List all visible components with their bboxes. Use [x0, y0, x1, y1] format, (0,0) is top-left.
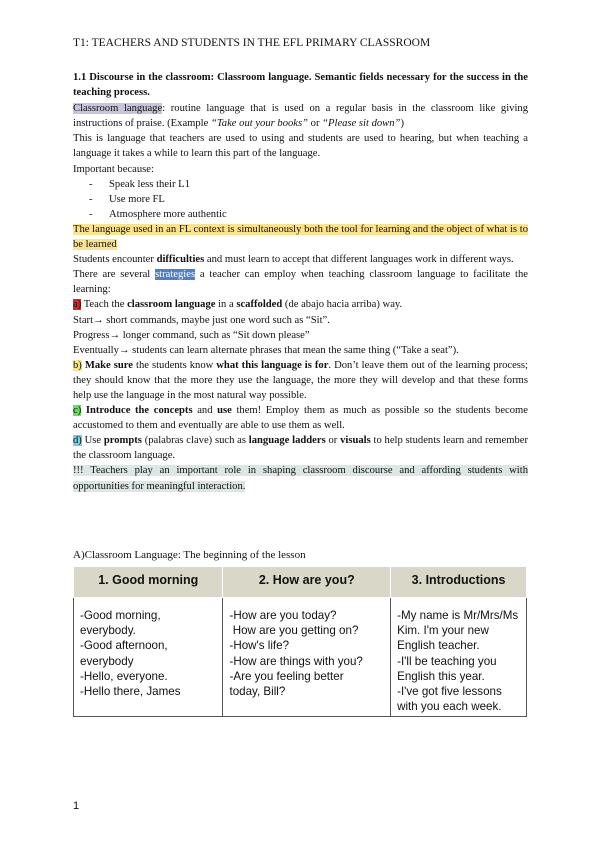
strategy-a: a) Teach the classroom language in a scaffolded (de abajo hacia arriba) way.	[73, 299, 403, 311]
marker-a: a)	[73, 299, 82, 311]
term-highlight: Classroom language	[73, 103, 163, 115]
main-content	[73, 70, 528, 494]
marker-d: d)	[73, 435, 82, 447]
table-cell: -How are you today? How are you getting on? -How's life? -How are things with you? -Are you feeling better today, Bill?	[223, 604, 391, 717]
start-line: Start→ short commands, maybe just one word such as “Sit”.	[73, 314, 330, 326]
final-note: !!! Teachers play an important role in shaping classroom discourse and affording students with opportunities for meaningful interaction.	[73, 465, 528, 492]
table-cell: -My name is Mr/Mrs/Ms Kim. I'm your new English teacher. -I'll be teaching you English this year. -I've got five lessons with you each week.	[391, 604, 527, 717]
strategy-d: d) Use prompts (palabras clave) such as language ladders or visuals to help students learn and remember the classroom language.	[73, 435, 528, 462]
tool-sentence: The language used in an FL context is simultaneously both the tool for learning and the object of what is to be learned	[73, 223, 528, 251]
reasons-list	[73, 177, 528, 222]
table-header-row	[74, 567, 527, 598]
paragraph-language-usage: This is language that teachers are used to using and students are used to hearing, but when teaching a language it takes a while to learn this part of the language.	[73, 133, 528, 160]
strategy-c: c) Introduce the concepts and use them! Employ them as much as possible so the students become accustomed to them and eventually are able to use them as well.	[73, 405, 528, 432]
paragraph-strategies: There are several strategies a teacher can employ when teaching classroom language to facilitate the learning:	[73, 269, 528, 296]
marker-c: c)	[73, 405, 82, 417]
list-item: - Atmosphere more authentic	[89, 208, 227, 220]
table-cell: -Good morning, everybody. -Good afternoon, everybody -Hello, everyone. -Hello there, James	[74, 604, 223, 717]
paragraph-classroom-language: Classroom language: routine language that is used on a regular basis in the classroom like giving instructions of praise. (Example “Take out your books” or “Please sit down”)	[73, 103, 528, 130]
strategy-b: b) Make sure the students know what this language is for. Don’t leave them out of the learning process; they should know that the more they use the language, the more they will develop and that these forms help use the language in the most natural way possible.	[73, 359, 528, 401]
classroom-language-table	[73, 566, 527, 717]
progress-line: Progress→ longer command, such as “Sit down please”	[73, 329, 310, 341]
page-header: T1: TEACHERS AND STUDENTS IN THE EFL PRIMARY CLASSROOM	[73, 37, 431, 49]
list-item: - Speak less their L1	[89, 178, 190, 190]
marker-b: b)	[73, 359, 82, 371]
table-header: 2. How are you?	[223, 567, 391, 598]
important-label: Important because:	[73, 163, 154, 175]
section-title: 1.1 Discourse in the classroom: Classroom language. Semantic fields necessary for the success in the teaching process.	[73, 72, 528, 99]
table-row	[74, 604, 527, 717]
paragraph-difficulties: Students encounter difficulties and must learn to accept that different languages work in different ways.	[73, 254, 514, 266]
section-a-title: A)Classroom Language: The beginning of the lesson	[73, 549, 306, 561]
strategies-highlight: strategies	[155, 269, 196, 281]
eventually-line: Eventually→ students can learn alternate phrases that mean the same thing (“Take a seat”).	[73, 344, 459, 356]
table-header: 1. Good morning	[74, 567, 223, 598]
list-item: - Use more FL	[89, 193, 165, 205]
table-header: 3. Introductions	[391, 567, 527, 598]
page-number: 1	[73, 800, 80, 812]
